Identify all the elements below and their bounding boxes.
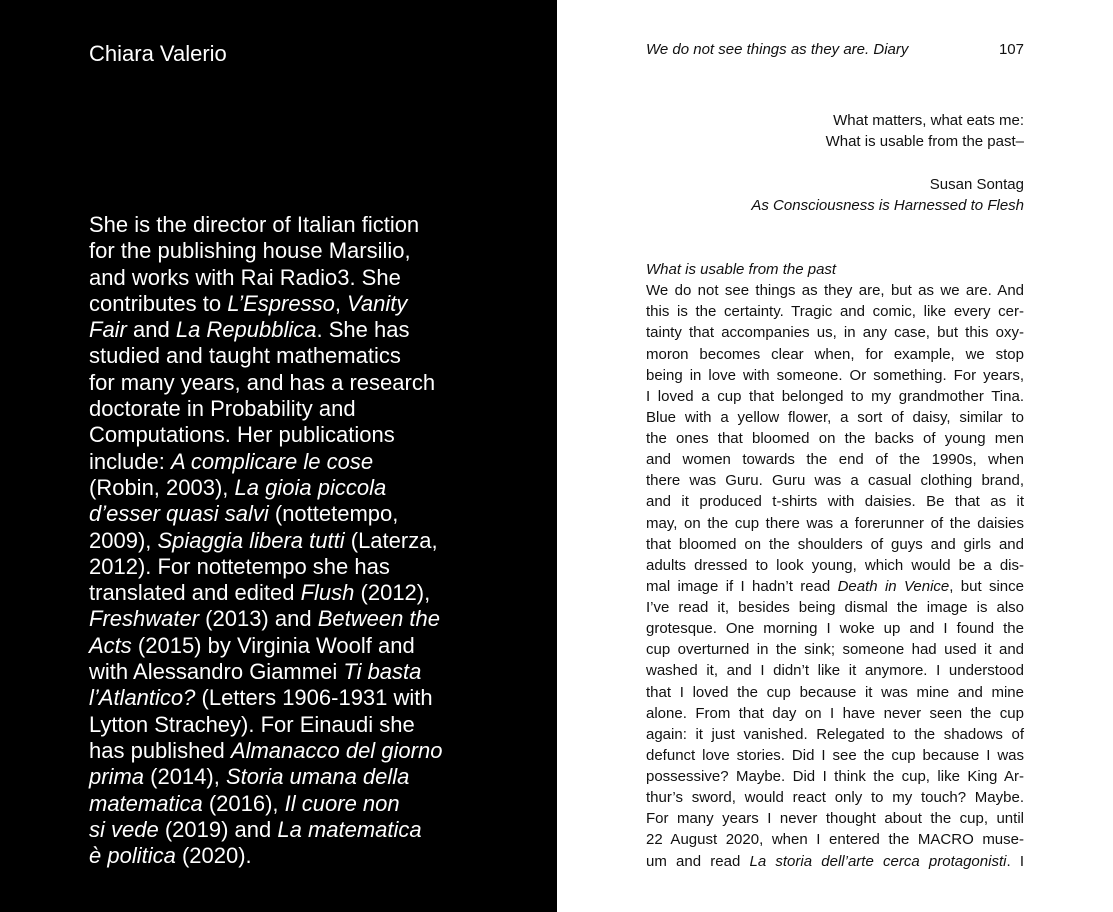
body-line: I loved a cup that belonged to my grandmother Tina. (646, 387, 1024, 405)
body-line: that I loved the cup because it was mine and mine (646, 683, 1024, 701)
body-line: again: it just vanished. Relegated to the shadows of (646, 725, 1024, 743)
bio-line: si vede (2019) and La matematica (89, 816, 422, 842)
bio-line: Acts (2015) by Virginia Woolf and (89, 632, 415, 658)
bio-line: contributes to L’Espresso, Vanity (89, 290, 408, 316)
body-line: and women towards the end of the 1990s, when (646, 451, 1024, 469)
author-bio (89, 212, 479, 869)
body-line: mal image if I hadn’t read Death in Venice, but since (646, 577, 1024, 595)
bio-line: with Alessandro Giammei Ti basta (89, 659, 422, 685)
bio-line: Lytton Strachey). For Einaudi she (89, 711, 415, 737)
body-line: um and read La storia dell’arte cerca protagonisti. I (646, 852, 1024, 870)
body-line: that bloomed on the shoulders of guys and girls and (646, 535, 1024, 553)
page-number: 107 (998, 41, 1024, 58)
bio-line: matematica (2016), Il cuore non (89, 790, 400, 816)
body-line: For many years I never thought about the cup, until (646, 810, 1024, 828)
bio-line: Fair and La Repubblica. She has (89, 317, 410, 343)
bio-line: for the publishing house Marsilio, (89, 238, 411, 264)
bio-line: include: A complicare le cose (89, 448, 374, 474)
bio-line: for many years, and has a research (89, 369, 436, 395)
bio-line: 2012). For nottetempo she has (89, 553, 390, 579)
bio-line: è politica (2020). (89, 843, 252, 869)
section-heading: What is usable from the past (646, 261, 837, 278)
body-line: and it produced t-shirts with daisies. Be that as it (646, 493, 1024, 511)
body-line: washed it, and I didn’t like it anymore. I understood (646, 662, 1024, 680)
body-line: being in love with someone. Or something. For years, (646, 366, 1024, 384)
bio-line: 2009), Spiaggia libera tutti (Laterza, (89, 527, 438, 553)
body-line: the ones that bloomed on the backs of young men (646, 430, 1024, 447)
bio-line: and works with Rai Radio3. She (89, 264, 401, 290)
body-line: adults dressed to look young, which would be a dis- (646, 556, 1024, 574)
body-line: this is the certainty. Tragic and comic, like every cer- (646, 303, 1024, 321)
body-line: 22 August 2020, when I entered the MACRO muse- (646, 831, 1024, 849)
bio-line: doctorate in Probability and (89, 396, 356, 422)
body-line: I’ve read it, besides being dismal the image is also (646, 599, 1024, 616)
author-name: Chiara Valerio (89, 41, 227, 66)
epigraph-source: As Consciousness is Harnessed to Flesh (751, 197, 1024, 214)
body-line: may, on the cup there was a forerunner of the daisies (646, 514, 1024, 532)
epigraph-attribution: Susan Sontag (929, 176, 1024, 193)
bio-line: translated and edited Flush (2012), (89, 580, 431, 606)
body-line: tainty that accompanies us, in any case, but this oxy- (646, 324, 1024, 342)
body-line: cup overturned in the sink; someone had used it and (646, 641, 1024, 659)
body-line: possessive? Maybe. Did I think the cup, like King Ar- (646, 768, 1024, 785)
body-line: thur’s sword, would react only to my touch? Maybe. (646, 789, 1024, 807)
bio-line: (Robin, 2003), La gioia piccola (89, 474, 387, 500)
body-line: alone. From that day on I have never seen the cup (646, 704, 1024, 722)
bio-line: Computations. Her publications (89, 422, 395, 448)
right-page (557, 0, 1113, 912)
bio-line: studied and taught mathematics (89, 343, 401, 369)
bio-line: She is the director of Italian fiction (89, 212, 420, 237)
body-line: moron becomes clear when, for example, we stop (646, 345, 1024, 363)
body-line: grotesque. One morning I woke up and I found the (646, 620, 1024, 638)
body-line: We do not see things as they are, but as we are. And (646, 282, 1024, 300)
body-line: defunct love stories. Did I see the cup because I was (646, 746, 1024, 764)
bio-line: l’Atlantico? (Letters 1906-1931 with (89, 685, 433, 711)
bio-line: prima (2014), Storia umana della (89, 764, 410, 790)
bio-line: has published Almanacco del giorno (89, 737, 443, 763)
epigraph (646, 110, 1024, 216)
body-line: there was Guru. Guru was a casual clothing brand, (646, 472, 1024, 490)
bio-line: d’esser quasi salvi (nottetempo, (89, 501, 399, 527)
bio-line: Freshwater (2013) and Between the (89, 606, 440, 632)
running-title: We do not see things as they are. Diary (646, 41, 909, 58)
epigraph-line: What matters, what eats me: (833, 112, 1024, 129)
epigraph-line: What is usable from the past– (825, 133, 1024, 150)
diary-body (646, 259, 1024, 872)
body-line: Blue with a yellow flower, a sort of daisy, similar to (646, 408, 1024, 426)
